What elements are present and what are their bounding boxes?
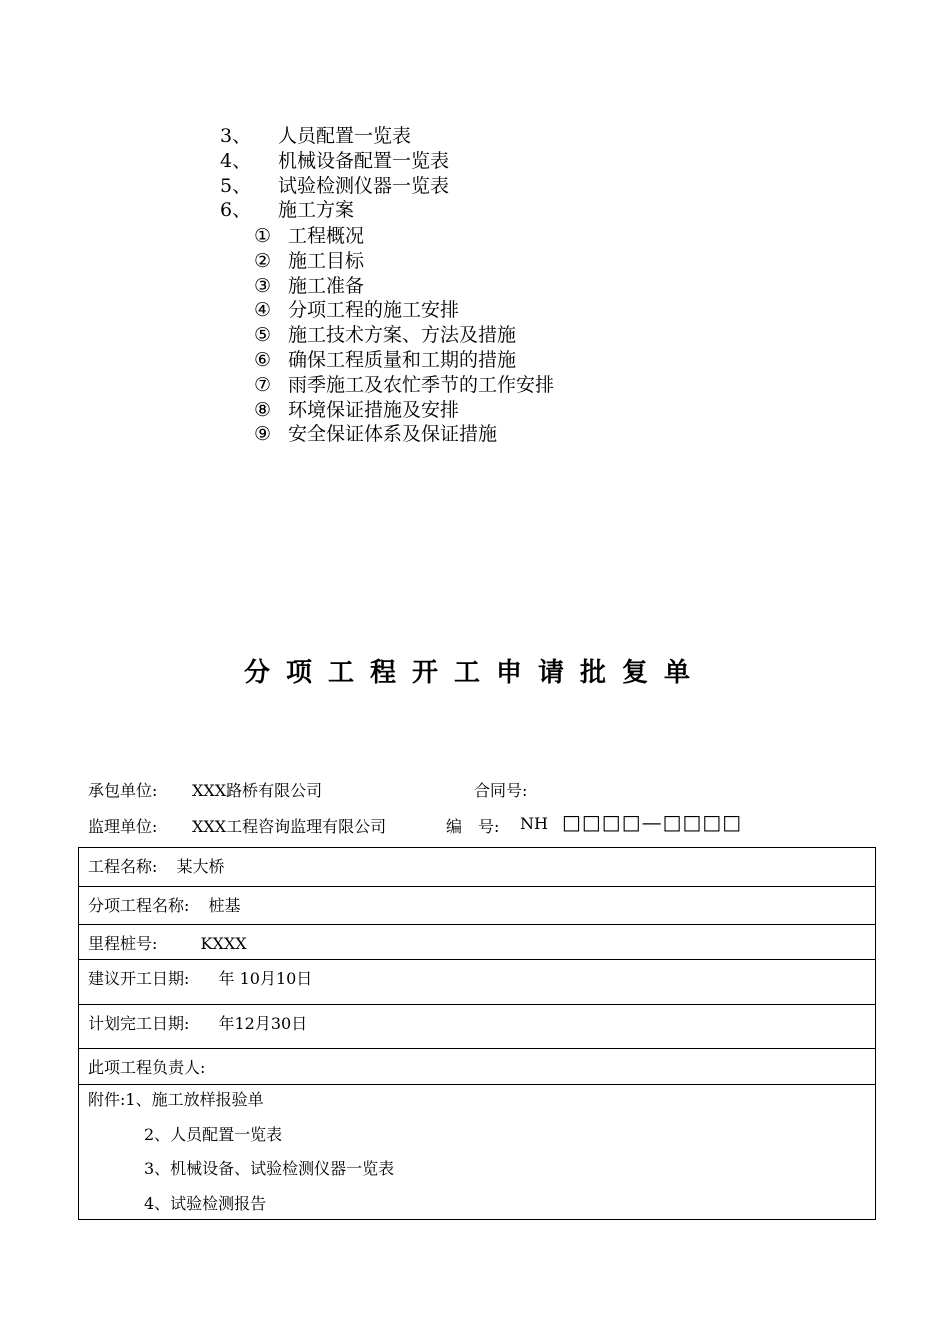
attachment-line — [88, 1158, 875, 1193]
attachment-item: 3、机械设备、试验检测仪器一览表 — [144, 1159, 395, 1178]
attachment-line — [88, 1124, 875, 1159]
construction-plan-sublist — [254, 224, 554, 447]
sublist-item — [254, 422, 554, 447]
list-item — [220, 149, 449, 174]
sublist-item — [254, 398, 554, 423]
sublist-item — [254, 298, 554, 323]
attachment-item: 1、施工放样报验单 — [125, 1090, 264, 1109]
list-item-text: 施工方案 — [278, 199, 355, 222]
sublist-mark: ④ — [254, 299, 272, 322]
list-item — [220, 174, 449, 199]
list-item — [220, 124, 449, 149]
attachment-list — [220, 124, 449, 223]
table-row — [79, 1005, 875, 1049]
sublist-text: 雨季施工及农忙季节的工作安排 — [288, 373, 555, 396]
project-name-value: 某大桥 — [176, 857, 225, 876]
attachment-item: 4、试验检测报告 — [144, 1193, 267, 1213]
sublist-item — [254, 373, 554, 398]
sublist-item — [254, 323, 554, 348]
serial-number-label: 编 号: — [446, 817, 500, 836]
list-item-text: 人员配置一览表 — [278, 125, 412, 147]
table-row — [79, 848, 875, 887]
start-date-value: 年 10月10日 — [218, 969, 313, 988]
start-date-label: 建议开工日期: — [88, 969, 190, 988]
serial-number-prefix: NH — [520, 814, 548, 833]
sublist-mark: ⑧ — [254, 398, 272, 421]
sublist-text: 确保工程质量和工期的措施 — [288, 348, 517, 371]
responsible-person-label: 此项工程负责人: — [88, 1058, 206, 1077]
sublist-text: 工程概况 — [288, 225, 365, 247]
sublist-mark: ⑥ — [254, 348, 272, 371]
list-item — [220, 198, 449, 223]
contract-number-label: 合同号: — [474, 781, 528, 800]
contractor-value: XXX路桥有限公司 — [192, 781, 323, 800]
table-row — [79, 925, 875, 960]
list-item-text: 试验检测仪器一览表 — [278, 174, 450, 197]
application-form-table — [78, 847, 876, 1220]
sublist-text: 安全保证体系及保证措施 — [288, 423, 498, 446]
attachment-item: 2、人员配置一览表 — [144, 1124, 283, 1144]
attachments-label: 附件: — [88, 1090, 126, 1109]
sub-project-name-label: 分项工程名称: — [88, 896, 190, 915]
table-row — [79, 887, 875, 925]
sublist-mark: ⑤ — [254, 324, 272, 347]
sublist-text: 施工准备 — [288, 274, 365, 297]
sublist-item — [254, 274, 554, 299]
mileage-value: KXXX — [200, 934, 247, 953]
form-title: 分项工程开工申请批复单 — [243, 658, 706, 688]
supervisor-label: 监理单位: — [88, 817, 158, 836]
contractor-label: 承包单位: — [88, 781, 158, 800]
list-item-number: 3、 — [220, 125, 252, 147]
table-row — [79, 960, 875, 1005]
list-item-number: 4、 — [220, 149, 252, 172]
sublist-mark: ⑦ — [254, 373, 272, 396]
sublist-item — [254, 224, 554, 249]
sublist-text: 环境保证措施及安排 — [288, 398, 460, 421]
sublist-mark: ② — [254, 249, 272, 272]
sublist-mark: ⑨ — [254, 423, 272, 446]
attachment-line — [88, 1089, 875, 1124]
table-row — [79, 1049, 875, 1085]
attachment-line — [88, 1193, 875, 1228]
sublist-text: 施工技术方案、方法及措施 — [288, 324, 517, 347]
project-name-label: 工程名称: — [88, 857, 158, 876]
end-date-value: 年12月30日 — [218, 1014, 308, 1033]
end-date-label: 计划完工日期: — [88, 1014, 190, 1033]
sublist-text: 施工目标 — [288, 249, 365, 272]
list-item-text: 机械设备配置一览表 — [278, 149, 450, 172]
sublist-mark: ③ — [254, 274, 272, 297]
list-item-number: 6、 — [220, 199, 252, 222]
sublist-text: 分项工程的施工安排 — [288, 299, 460, 322]
sublist-item — [254, 249, 554, 274]
list-item-number: 5、 — [220, 174, 252, 197]
mileage-label: 里程桩号: — [88, 934, 158, 953]
serial-number-boxes: □□□□—□□□□ — [562, 810, 743, 834]
table-row — [79, 1085, 875, 1219]
sublist-mark: ① — [254, 225, 272, 247]
supervisor-value: XXX工程咨询监理有限公司 — [192, 817, 387, 836]
sub-project-name-value: 桩基 — [208, 896, 241, 915]
sublist-item — [254, 348, 554, 373]
